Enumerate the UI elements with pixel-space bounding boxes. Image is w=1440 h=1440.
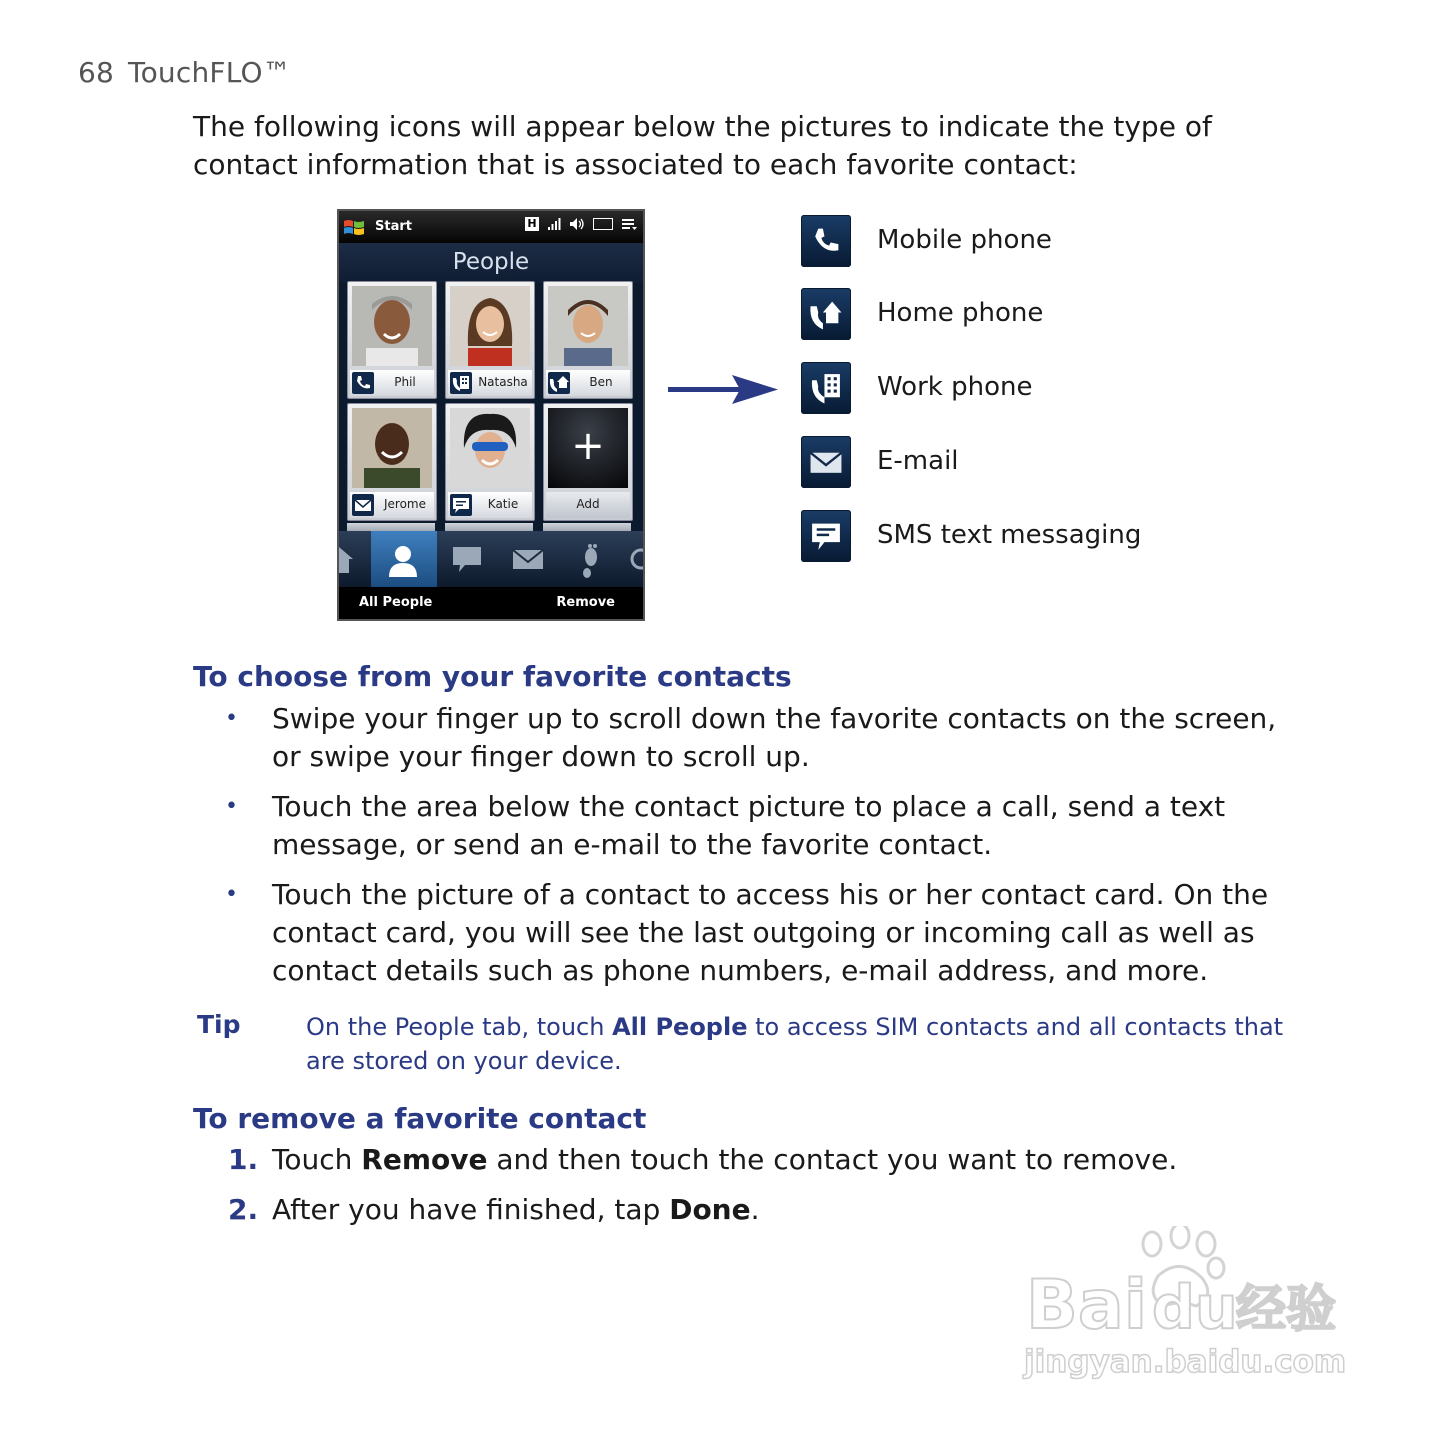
- step-text: Touch Remove and then touch the contact you want to remove.: [272, 1143, 1178, 1176]
- all-people-softkey[interactable]: All People: [359, 595, 433, 610]
- page-number: 68: [78, 56, 115, 89]
- mobile-phone-icon: [809, 224, 843, 258]
- contact-tile-jerome[interactable]: [347, 403, 437, 521]
- svg-text:jingyan.baidu.com: jingyan.baidu.com: [1024, 1344, 1347, 1380]
- sms-icon: [809, 519, 843, 553]
- screen-title: People: [339, 243, 643, 283]
- hsdpa-icon: H: [525, 217, 539, 231]
- plus-icon[interactable]: +: [548, 408, 628, 488]
- contact-tile-ben[interactable]: [543, 281, 633, 399]
- add-label: Add: [576, 497, 600, 511]
- bullet-icon: •: [225, 794, 238, 819]
- contact-name: Ben: [589, 375, 613, 389]
- step-number: 2.: [228, 1193, 259, 1226]
- contact-tile-katie[interactable]: [445, 403, 535, 521]
- sms-icon[interactable]: [450, 494, 472, 516]
- work-phone-icon[interactable]: [450, 372, 472, 394]
- contact-name: Jerome: [383, 497, 426, 511]
- work-phone-icon: [809, 371, 843, 405]
- email-icon[interactable]: [352, 494, 374, 516]
- status-bar: [339, 211, 643, 243]
- remove-softkey[interactable]: Remove: [556, 595, 615, 610]
- add-contact-tile[interactable]: [543, 403, 633, 521]
- tab-getting-started[interactable]: [559, 531, 619, 587]
- bullet-icon: •: [225, 706, 238, 731]
- step-number: 1.: [228, 1143, 259, 1176]
- contact-photo[interactable]: [352, 286, 432, 366]
- contact-tile-phil[interactable]: [347, 281, 437, 399]
- legend-label: SMS text messaging: [877, 520, 1142, 550]
- all-people-reference: All People: [612, 1013, 748, 1041]
- home-phone-icon[interactable]: [548, 372, 570, 394]
- tab-email[interactable]: [497, 531, 557, 587]
- contact-photo[interactable]: [450, 286, 530, 366]
- svg-text:Bai: Bai: [1026, 1266, 1148, 1345]
- tip-label: Tip: [197, 1010, 241, 1039]
- home-icon: [337, 543, 355, 575]
- contact-photo[interactable]: [352, 408, 432, 488]
- bullet-icon: •: [225, 882, 238, 907]
- svg-text:du: du: [1152, 1273, 1238, 1343]
- footprint-icon: [573, 543, 605, 579]
- contact-name: Natasha: [478, 375, 528, 389]
- intro-paragraph: The following icons will appear below the pictures to indicate the type of contact information that is associated to each favorite contact:: [193, 110, 1212, 181]
- svg-text:经验: 经验: [1236, 1280, 1336, 1338]
- email-icon: [809, 445, 843, 479]
- tab-messages[interactable]: [437, 531, 497, 587]
- mobile-phone-icon[interactable]: [352, 372, 374, 394]
- contact-photo[interactable]: [450, 408, 530, 488]
- page-header: [78, 56, 291, 89]
- contact-photo[interactable]: [548, 286, 628, 366]
- legend-label: Home phone: [877, 298, 1044, 328]
- section-title: TouchFLO™: [128, 56, 291, 89]
- signal-icon: [547, 217, 561, 231]
- legend-label: E-mail: [877, 446, 959, 476]
- tip-text: On the People tab, touch All People to access SIM contacts and all contacts that are stored on your device.: [306, 1013, 1284, 1075]
- phone-screenshot: [337, 209, 645, 621]
- email-icon: [511, 543, 545, 575]
- volume-icon[interactable]: [569, 217, 585, 231]
- tab-bar: [339, 531, 643, 587]
- sms-icon: [451, 543, 483, 575]
- softkey-bar: [339, 587, 643, 619]
- menu-icon[interactable]: [621, 217, 637, 231]
- gear-icon: [625, 543, 645, 575]
- legend-label: Mobile phone: [877, 225, 1052, 255]
- contact-name: Phil: [394, 375, 416, 389]
- battery-icon: [593, 218, 613, 230]
- right-arrow-icon: [668, 372, 780, 408]
- windows-logo-icon[interactable]: [343, 217, 365, 237]
- legend-label: Work phone: [877, 372, 1033, 402]
- baidu-jingyan-watermark: [1020, 1226, 1360, 1386]
- section-heading: To remove a favorite contact: [193, 1102, 647, 1135]
- people-icon: [385, 543, 421, 579]
- contact-name: Katie: [487, 497, 519, 511]
- tab-home[interactable]: [337, 531, 369, 587]
- tab-settings[interactable]: [621, 531, 643, 587]
- home-phone-icon: [809, 297, 843, 331]
- section-heading: To choose from your favorite contacts: [193, 660, 792, 693]
- start-label[interactable]: Start: [375, 219, 412, 234]
- tab-people[interactable]: [371, 531, 437, 587]
- step-text: After you have finished, tap Done.: [272, 1193, 760, 1226]
- contact-tile-natasha[interactable]: [445, 281, 535, 399]
